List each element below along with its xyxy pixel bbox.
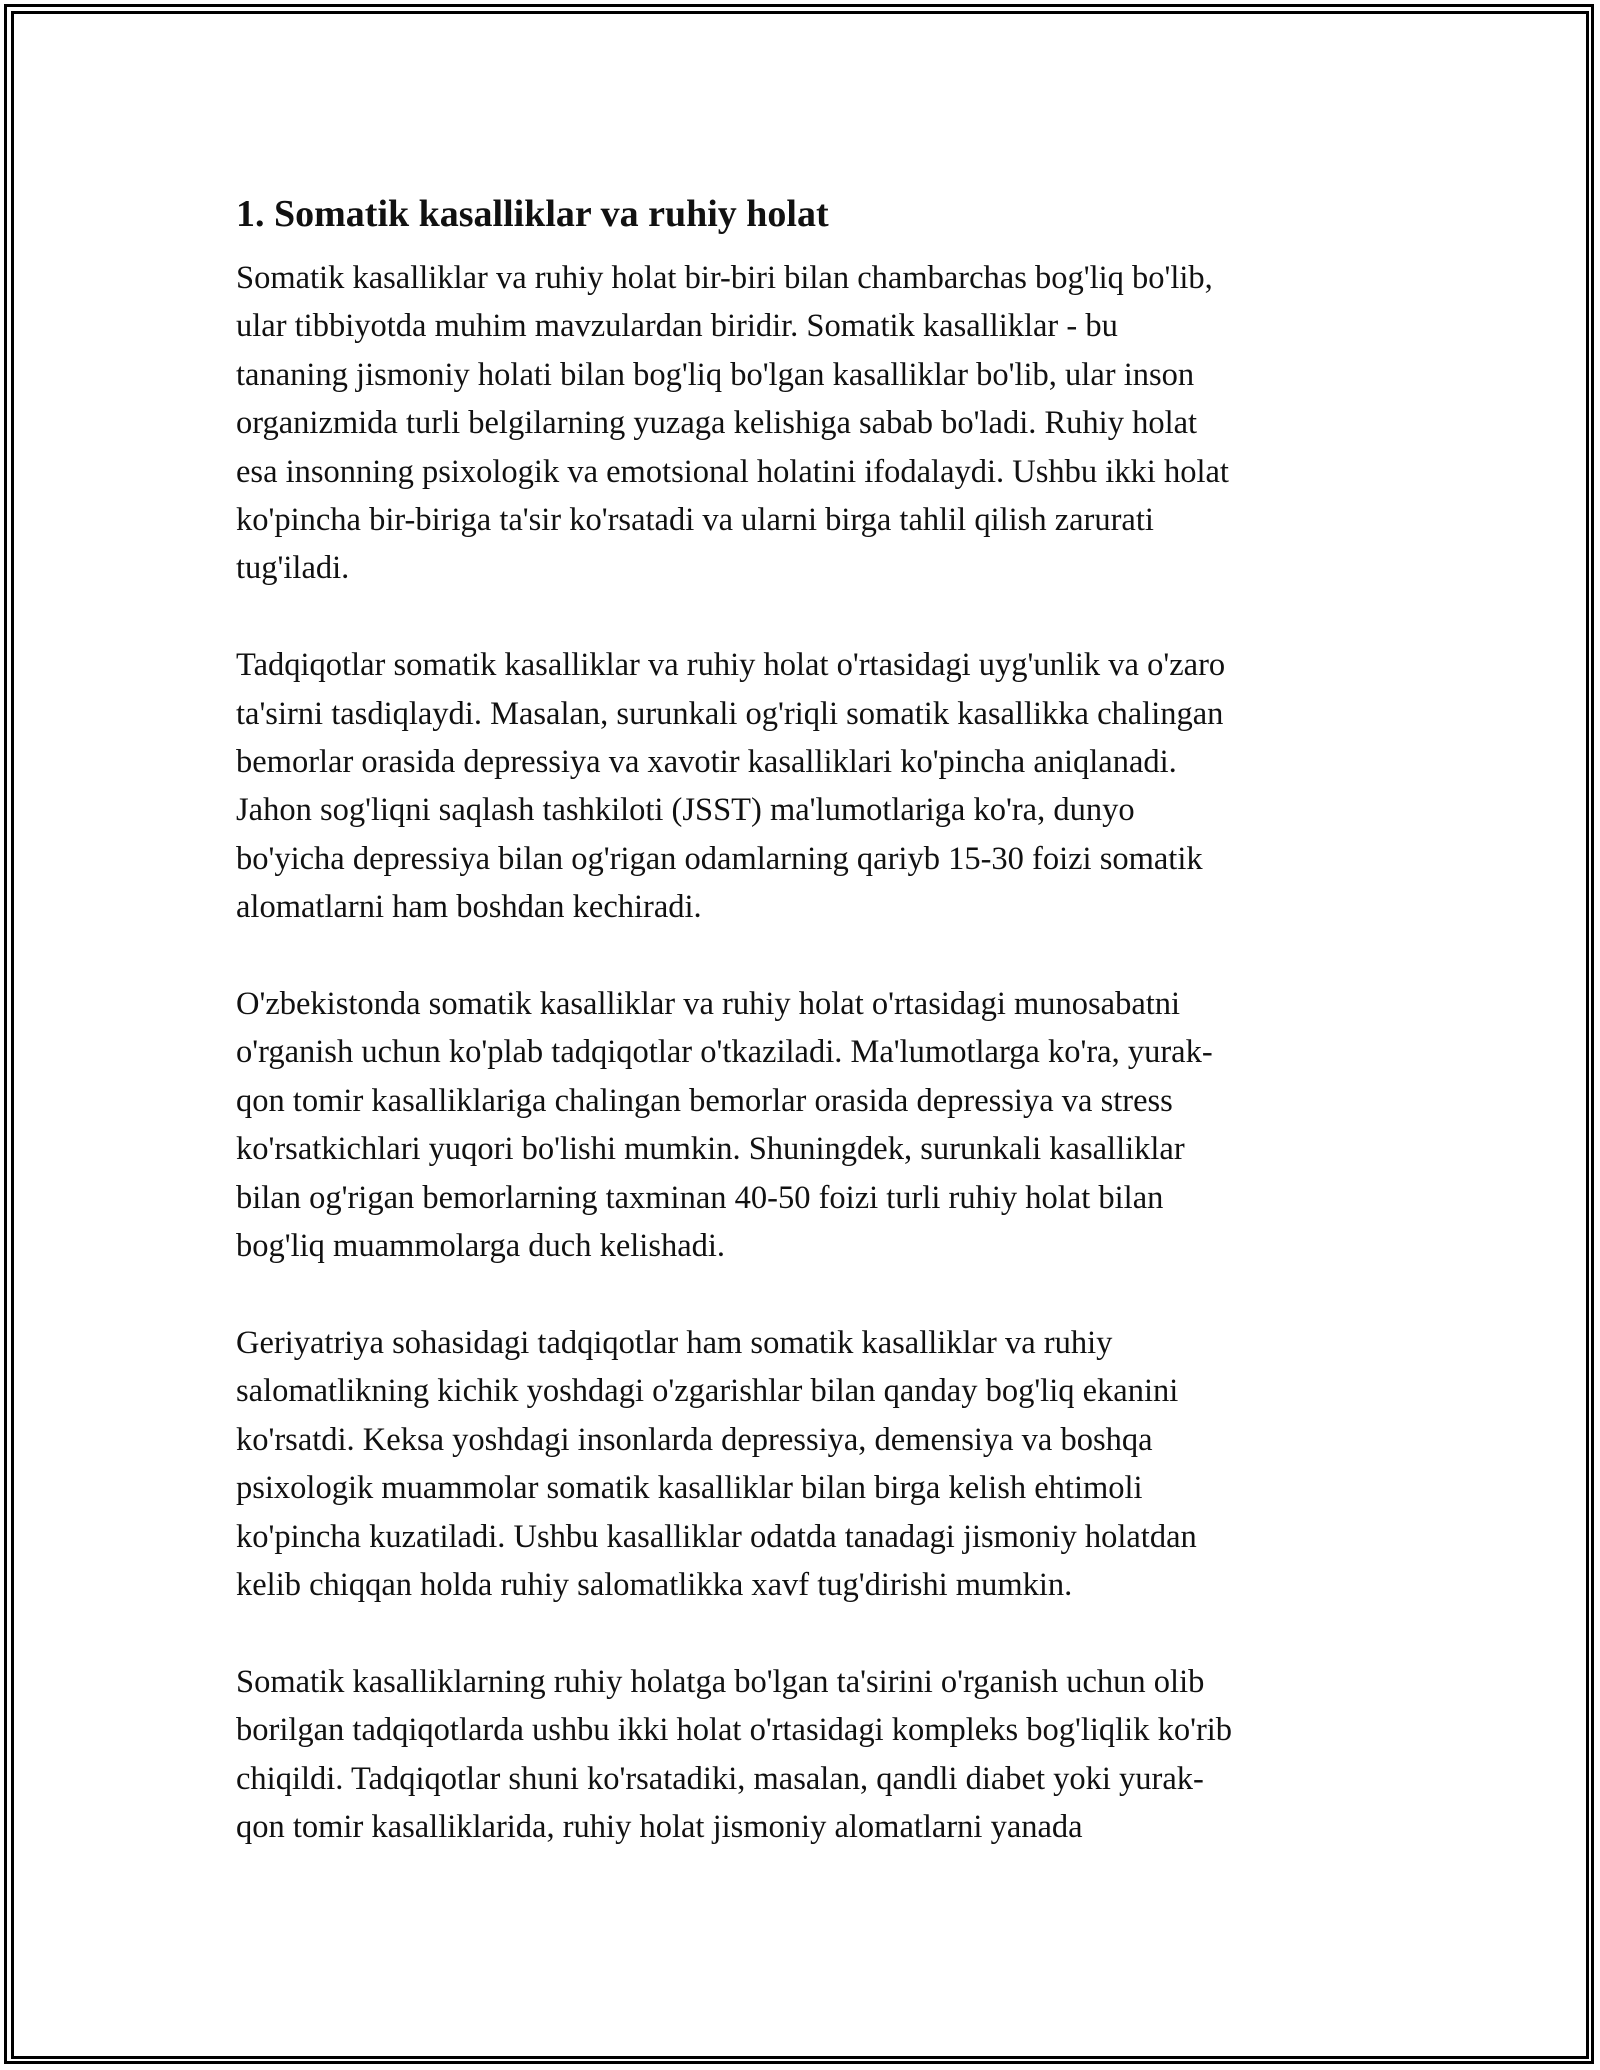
text-line: alomatlarni ham boshdan kechiradi. [236,889,702,926]
text-line: Somatik kasalliklarning ruhiy holatga bo'lgan ta'sirini o'rganish uchun olib [236,1663,1205,1700]
text-line: bilan og'rigan bemorlarning taxminan 40-50 foizi turli ruhiy holat bilan [236,1179,1164,1216]
paragraph [236,980,1366,1270]
paragraph [236,641,1366,931]
document-body [236,186,1366,1900]
text-line: chiqildi. Tadqiqotlar shuni ko'rsatadiki, masalan, qandli diabet yoki yurak- [236,1760,1204,1797]
text-line: organizmida turli belgilarning yuzaga kelishiga sabab bo'ladi. Ruhiy holat [236,405,1198,442]
text-line: borilgan tadqiqotlarda ushbu ikki holat o'rtasidagi kompleks bog'liqlik ko'rib [236,1712,1233,1749]
text-line: ko'pincha kuzatiladi. Ushbu kasalliklar odatda tanadagi jismoniy holatdan [236,1518,1197,1555]
text-line: bemorlar orasida depressiya va xavotir kasalliklari ko'pincha aniqlanadi. [236,744,1177,781]
text-line: qon tomir kasalliklariga chalingan bemorlar orasida depressiya va stress [236,1082,1173,1119]
text-line: ko'pincha bir-biriga ta'sir ko'rsatadi va ularni birga tahlil qilish zarurati [236,502,1154,539]
text-line: O'zbekistonda somatik kasalliklar va ruhiy holat o'rtasidagi munosabatni [236,986,1181,1023]
text-line: Somatik kasalliklar va ruhiy holat bir-biri bilan chambarchas bog'liq bo'lib, [236,260,1213,296]
text-line: bog'liq muammolarga duch kelishadi. [236,1228,726,1265]
text-line: qon tomir kasalliklarida, ruhiy holat jismoniy alomatlarni yanada [236,1808,1083,1845]
paragraph [236,1658,1366,1852]
text-line: o'rganish uchun ko'plab tadqiqotlar o'tkaziladi. Ma'lumotlarga ko'ra, yurak- [236,1034,1213,1071]
text-line: Jahon sog'liqni saqlash tashkiloti (JSST) ma'lumotlariga ko'ra, dunyo [236,792,1135,829]
paragraph [236,1319,1366,1609]
text-line: psixologik muammolar somatik kasalliklar bilan birga kelish ehtimoli [236,1470,1143,1507]
text-line: ular tibbiyotda muhim mavzulardan biridir. Somatik kasalliklar - bu [236,308,1118,345]
text-line: esa insonning psixologik va emotsional holatini ifodalaydi. Ushbu ikki holat [236,453,1229,490]
paragraph [236,254,1366,593]
text-line: kelib chiqqan holda ruhiy salomatlikka xavf tug'dirishi mumkin. [236,1566,1073,1603]
paragraph-list [236,254,1366,1851]
text-line: salomatlikning kichik yoshdagi o'zgarishlar bilan qanday bog'liq ekanini [236,1373,1179,1410]
text-line: ko'rsatkichlari yuqori bo'lishi mumkin. Shuningdek, surunkali kasalliklar [236,1131,1185,1168]
text-line: ta'sirni tasdiqlaydi. Masalan, surunkali og'riqli somatik kasallikka chalingan [236,695,1224,732]
text-line: Tadqiqotlar somatik kasalliklar va ruhiy holat o'rtasidagi uyg'unlik va o'zaro [236,647,1226,684]
text-line: tug'iladi. [236,550,350,587]
text-line: Geriyatriya sohasidagi tadqiqotlar ham somatik kasalliklar va ruhiy [236,1324,1113,1361]
text-line: tananing jismoniy holati bilan bog'liq bo'lgan kasalliklar bo'lib, ular inson [236,356,1195,393]
section-heading: 1. Somatik kasalliklar va ruhiy holat [236,193,829,235]
text-line: ko'rsatdi. Keksa yoshdagi insonlarda depressiya, demensiya va boshqa [236,1421,1153,1458]
text-line: bo'yicha depressiya bilan og'rigan odamlarning qariyb 15-30 foizi somatik [236,840,1203,877]
